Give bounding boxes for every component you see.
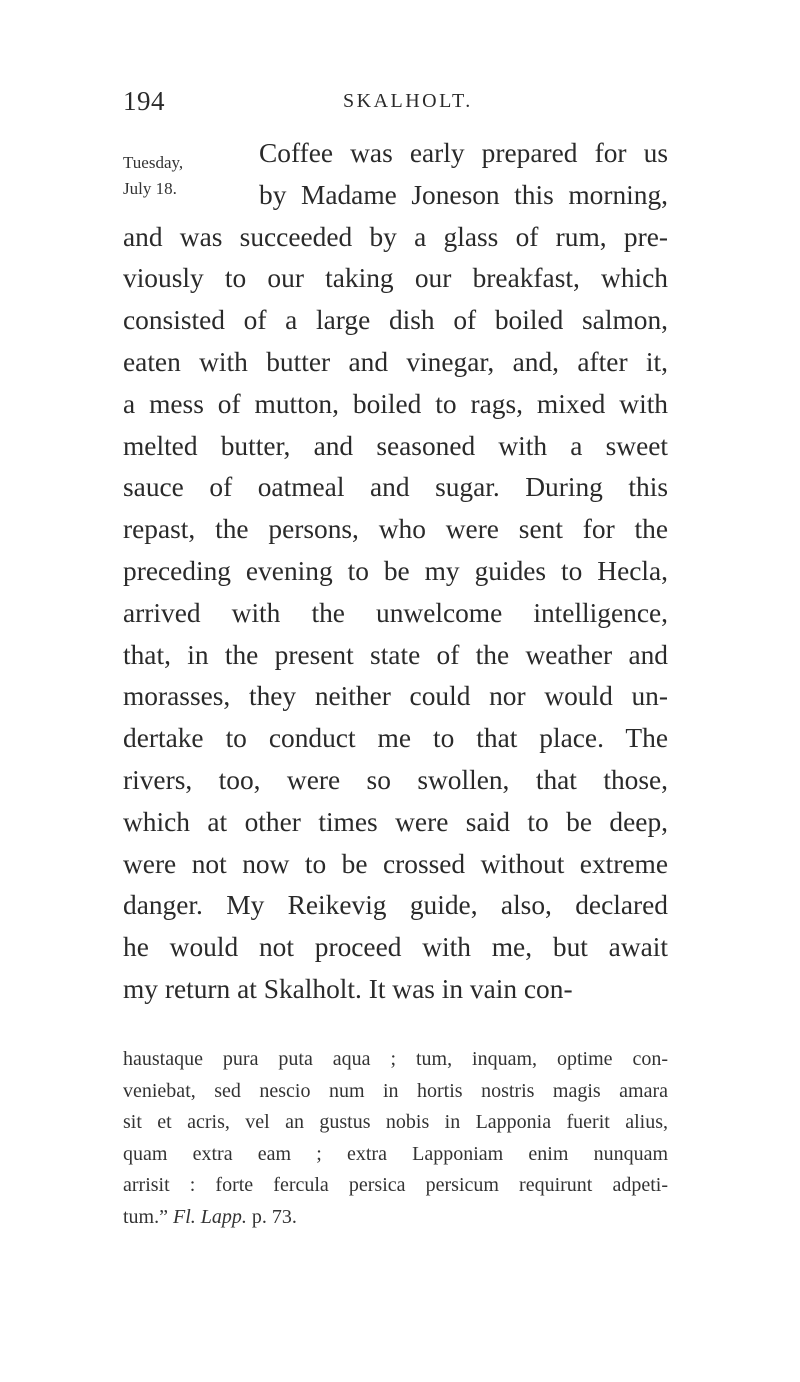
body-line: consisted of a large dish of boiled salmon, [123,305,668,336]
footnote [123,1044,668,1233]
body-line: he would not proceed with me, but await [123,932,668,963]
footnote-line-start: tum.” [123,1205,168,1228]
marginal-date: July 18. [123,179,177,198]
body-line: dertake to conduct me to that place. The [123,723,668,754]
footnote-line: haustaque pura puta aqua ; tum, inquam, optime con- [123,1048,668,1070]
body-line: arrived with the unwelcome intelligence, [123,597,668,628]
body-line: Coffee was early prepared for us [259,138,668,168]
footnote-last-line [123,1202,668,1234]
body-line: a mess of mutton, boiled to rags, mixed with [123,388,668,419]
body-line: repast, the persons, who were sent for the [123,514,668,545]
body-line: melted butter, and seasoned with a sweet [123,430,668,461]
footnote-citation: Fl. Lapp. [173,1205,247,1228]
body-line: and was succeeded by a glass of rum, pre- [123,221,668,252]
footnote-line: arrisit : forte fercula persica persicum requirunt adpeti- [123,1174,668,1196]
footnote-line: veniebat, sed nescio num in hortis nostris magis amara [123,1079,668,1102]
body-line: were not now to be crossed without extreme [123,848,668,879]
footnote-page-ref: p. 73. [251,1205,297,1228]
body-line: viously to our taking our breakfast, which [123,263,668,294]
page-number: 194 [123,86,165,116]
body-line: eaten with butter and vinegar, and, after it, [123,346,668,377]
footnote-line: quam extra eam ; extra Lapponiam enim nunquam [123,1142,668,1165]
body-text [123,133,668,1011]
body-line: rivers, too, were so swollen, that those, [123,764,668,795]
body-line: by Madame Joneson this morning, [259,179,668,210]
running-head [123,86,668,120]
footnote-line: sit et acris, vel an gustus nobis in Lapponia fuerit alius, [123,1111,668,1133]
body-line: that, in the present state of the weather and [123,639,668,670]
body-line: preceding evening to be my guides to Hecla, [123,555,668,586]
body-line: which at other times were said to be deep, [123,806,668,837]
running-title: SKALHOLT. [343,90,473,112]
body-line: my return at Skalholt. It was in vain con- [123,973,573,1004]
body-line: sauce of oatmeal and sugar. During this [123,472,668,503]
body-line: morasses, they neither could nor would un- [123,681,668,712]
marginal-day: Tuesday, [123,153,184,172]
body-line: danger. My Reikevig guide, also, declared [123,890,668,921]
